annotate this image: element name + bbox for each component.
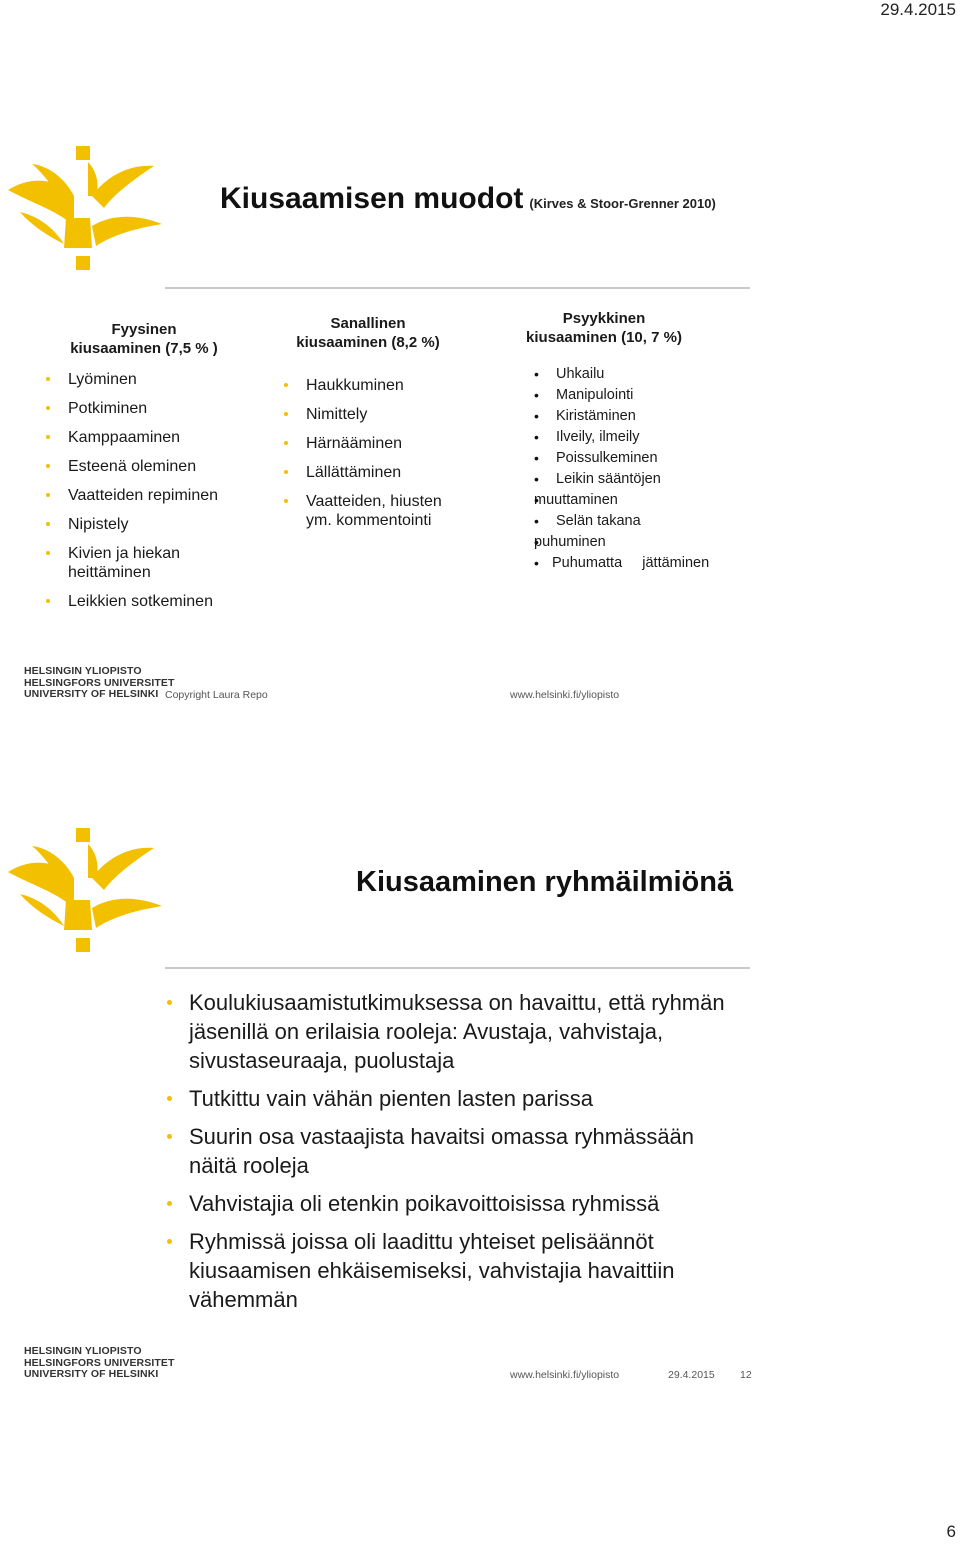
university-name-line: UNIVERSITY OF HELSINKI — [24, 1368, 159, 1380]
university-name-line: HELSINGFORS UNIVERSITET — [24, 1356, 175, 1369]
list-item: • Manipulointi — [534, 385, 764, 406]
footer-date: 29.4.2015 — [668, 1369, 715, 1381]
list-item: • Poissulkeminen — [534, 448, 764, 469]
helsinki-flame-logo-icon — [4, 826, 164, 956]
column-heading-line: kiusaaminen (7,5 % ) — [70, 340, 218, 357]
list-item: Härnääminen — [282, 434, 472, 453]
footer-url-link[interactable]: www.helsinki.fi/yliopisto — [510, 689, 620, 701]
column-heading-line: Fyysinen — [111, 321, 177, 338]
university-name-line: HELSINGFORS UNIVERSITET — [24, 676, 175, 689]
list-item: Ryhmissä joissa oli laadittu yhteiset pelisäännöt kiusaamisen ehkäisemiseksi, vahvistajia havaittiin vähemmän — [165, 1227, 735, 1314]
list-item: • Leikin sääntöjen — [534, 469, 764, 490]
list-item: Haukkuminen — [282, 376, 472, 395]
list-item: Vaatteiden repiminen — [44, 486, 254, 505]
copyright-text: Copyright Laura Repo — [165, 689, 268, 701]
verbal-bullying-list — [282, 376, 472, 540]
footer-url-link[interactable]: www.helsinki.fi/yliopisto — [510, 1369, 620, 1381]
helsinki-flame-logo-icon — [4, 144, 164, 274]
list-item: • Puhumatta jättäminen — [534, 553, 764, 574]
list-item: Potkiminen — [44, 399, 254, 418]
list-item: Tutkittu vain vähän pienten lasten parissa — [165, 1084, 735, 1113]
list-item: Kivien ja hiekan heittäminen — [44, 544, 208, 582]
psychological-bullying-list — [534, 364, 764, 574]
slide-source: (Kirves & Stoor-Grenner 2010) — [529, 196, 716, 211]
list-item: Esteenä oleminen — [44, 457, 254, 476]
column-heading-line: Sanallinen — [330, 315, 406, 332]
list-item: Vaatteiden, hiusten ym. kommentointi — [282, 492, 466, 530]
list-item: Nimittely — [282, 405, 472, 424]
university-name-line: HELSINGIN YLIOPISTO — [24, 665, 142, 677]
title-divider — [165, 287, 750, 289]
column-heading-physical — [44, 320, 244, 358]
physical-bullying-list — [44, 370, 254, 621]
list-item-continuation: • muuttaminen — [534, 490, 764, 511]
column-heading-line: kiusaaminen (10, 7 %) — [526, 329, 682, 346]
column-heading-line: kiusaaminen (8,2 %) — [296, 334, 440, 351]
slide-title — [220, 182, 716, 216]
list-item: Leikkien sotkeminen — [44, 592, 254, 611]
list-item: • Uhkailu — [534, 364, 764, 385]
list-item: Koulukiusaamistutkimuksessa on havaittu, että ryhmän jäsenillä on erilaisia rooleja: Avustaja, vahvistaja, sivustaseuraaja, puolustaja — [165, 988, 735, 1075]
column-heading-verbal — [268, 314, 468, 352]
university-logotype — [24, 666, 174, 701]
slide-title-text: Kiusaamisen muodot — [220, 182, 524, 215]
list-item: Nipistely — [44, 515, 254, 534]
column-heading-psychological — [504, 309, 704, 347]
list-item: Vahvistajia oli etenkin poikavoittoisissa ryhmissä — [165, 1189, 735, 1218]
list-item: • Ilveily, ilmeily — [534, 427, 764, 448]
list-item: Suurin osa vastaajista havaitsi omassa ryhmässään näitä rooleja — [165, 1122, 735, 1180]
group-phenomenon-list — [165, 988, 735, 1323]
university-logotype — [24, 1346, 174, 1381]
slide-number: 12 — [740, 1369, 752, 1381]
list-item: • Selän takana — [534, 511, 764, 532]
slide-title: Kiusaaminen ryhmäilmiönä — [356, 866, 734, 898]
page-date: 29.4.2015 — [880, 0, 956, 19]
list-item-continuation: • puhuminen — [534, 532, 764, 553]
page-number: 6 — [946, 1522, 956, 1541]
column-heading-line: Psyykkinen — [562, 310, 646, 327]
list-item: Kamppaaminen — [44, 428, 254, 447]
list-item: Lyöminen — [44, 370, 254, 389]
university-name-line: HELSINGIN YLIOPISTO — [24, 1345, 142, 1357]
title-divider — [165, 967, 750, 969]
list-item: • Kiristäminen — [534, 406, 764, 427]
list-item: Lällättäminen — [282, 463, 472, 482]
university-name-line: UNIVERSITY OF HELSINKI — [24, 688, 159, 700]
